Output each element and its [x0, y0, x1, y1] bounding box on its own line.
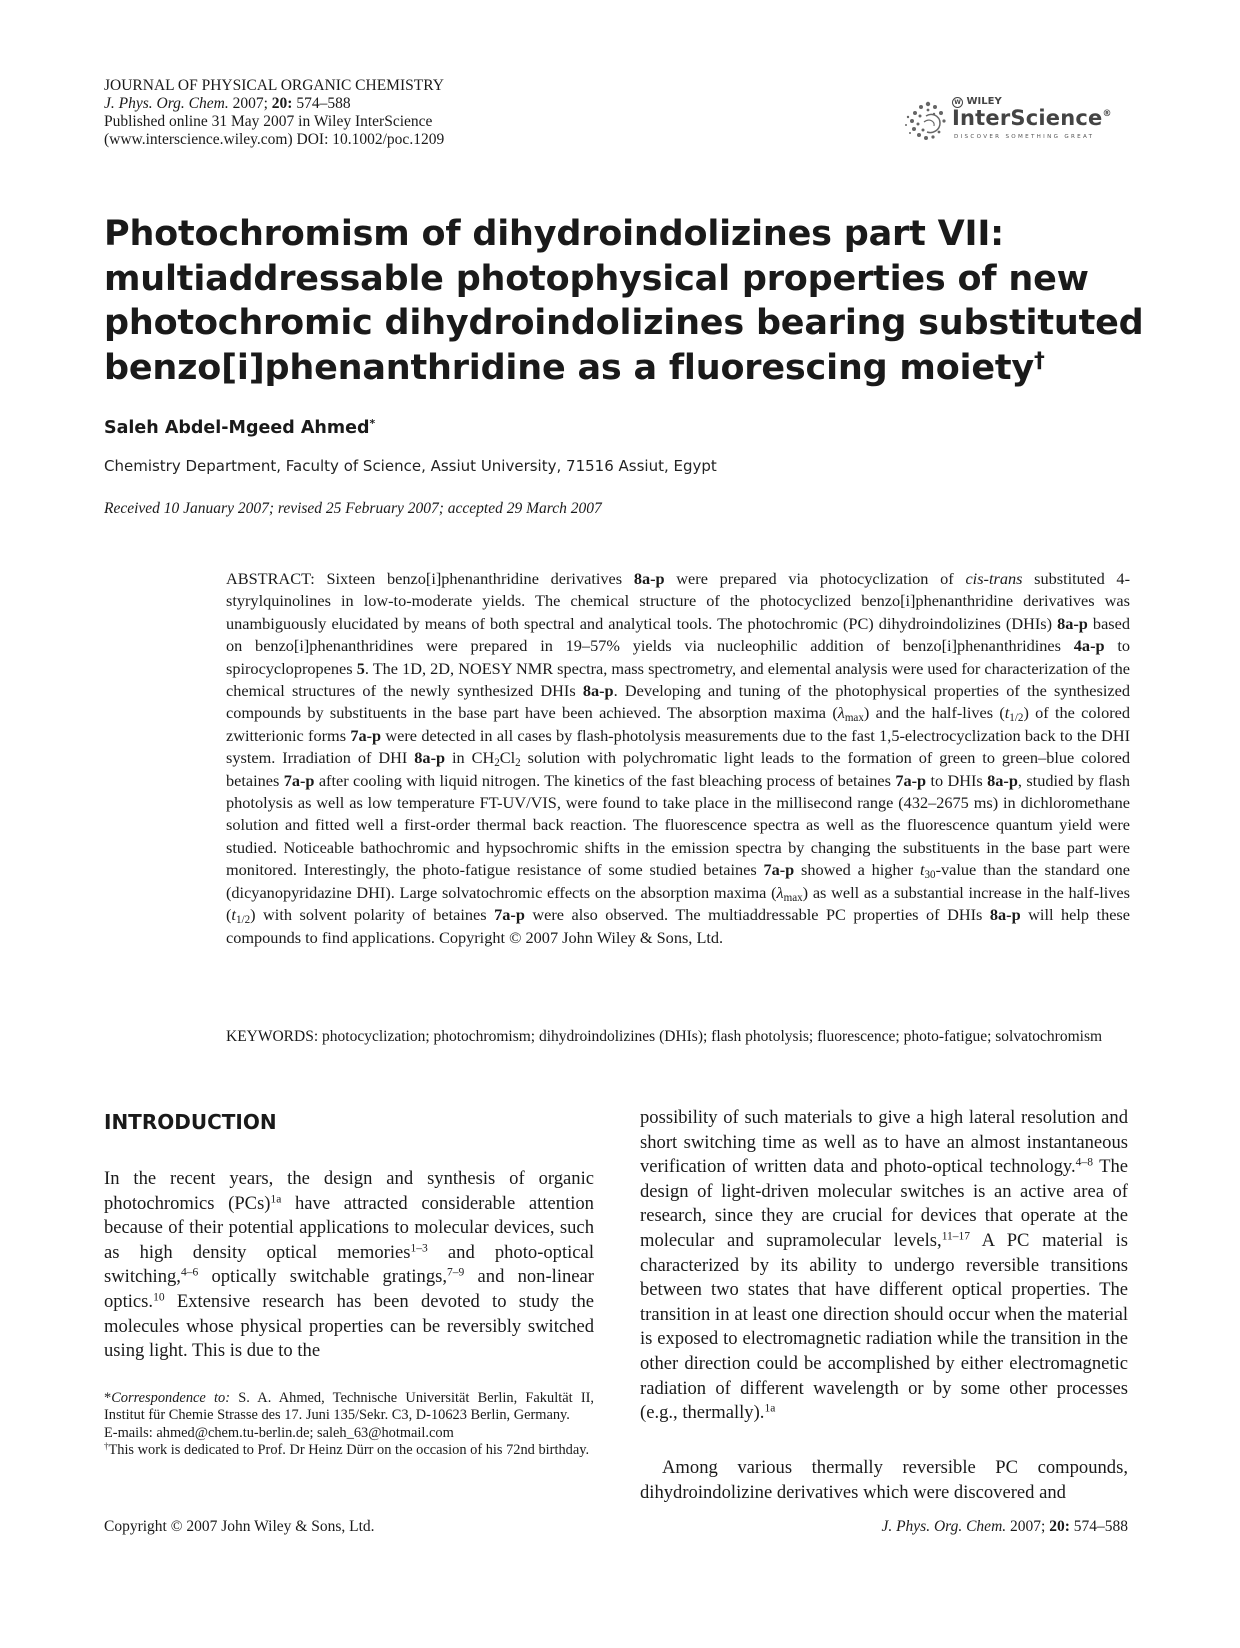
- text-run-sub: 2: [515, 757, 521, 770]
- wiley-interscience-logo: [902, 96, 1142, 146]
- text-run-sup: 1–3: [410, 1242, 428, 1255]
- text-run-b: 8a-p: [633, 569, 665, 588]
- text-run-sup: 10: [153, 1291, 165, 1304]
- text-run-sup: 4–6: [180, 1267, 199, 1280]
- text-run-b: 7a-p: [494, 905, 525, 925]
- text-run-b: 8a-p: [414, 748, 446, 768]
- correspondence-footnote: *Correspondence to: S. A. Ahmed, Technische Universität Berlin, Fakultät II, Institut für Chemie Strasse des 17. Juni 135/Sekr. C3, D-10623 Berlin, Germany.: [104, 1390, 594, 1424]
- keywords: KEYWORDS: photocyclization; photochromism; dihydroindolizines (DHIs); flash photolysis; fluorescence; photo-fatigue; solvatochromism: [226, 1028, 1103, 1045]
- published-online: Published online 31 May 2007 in Wiley InterScience: [104, 113, 433, 130]
- footer-copyright: Copyright © 2007 John Wiley & Sons, Ltd.: [104, 1518, 375, 1535]
- text-run-b: 4a-p: [1073, 636, 1105, 656]
- intro-paragraph-left: In the recent years, the design and synthesis of organic photochromics (PCs)$^{1a}$ have attracted considerable attention because of their potential applications to molecular devices, such as high density optical memories$^{1-3}$ and photo-optical switching,$^{4-6}$ optically switchable gratings,$^{7-9}$ and non-linear optics.$^{10}$ Extensive research has been devoted to study the molecules whose physical properties can be reversibly switched using light. This is due to the: [104, 1168, 594, 1362]
- text-run-sup: 1a: [764, 1402, 776, 1415]
- wiley-label: WILEY: [966, 96, 1002, 107]
- text-run-i: t: [231, 905, 236, 925]
- text-run-sup: 4–8: [1075, 1156, 1093, 1169]
- footnotes: [104, 1390, 594, 1460]
- text-run-b: 8a-p: [582, 681, 614, 701]
- intro-paragraph-right: possibility of such materials to give a high lateral resolution and short switching time as well as to have an almost instantaneous verification of written data and photo-optical technology.$^{4-8}$ The design of light-driven molecular switches is an active area of research, since they are crucial for devices that operate at the molecular and supramolecular levels,$^{11-17}$ A PC material is characterized by its ability to undergo reversible transitions between two states that have different optical properties. The transition in at least one direction should occur when the material is exposed to electromagnetic radiation while the transition in the other direction could be accomplished by either electromagnetic radiation of different wavelength or by some other processes (e.g., thermally).$^{1a}$: [640, 1107, 1129, 1424]
- text-run-i: J. Phys. Org. Chem.: [881, 1518, 1007, 1535]
- text-run-b: 7a-p: [350, 725, 382, 745]
- logo-tagline: DISCOVER SOMETHING GREAT: [954, 134, 1095, 140]
- text-run-sup: 1a: [270, 1193, 282, 1206]
- intro-paragraph-right-continued: Among various thermally reversible PC compounds, dihydroindolizine derivatives which were discovered and: [640, 1457, 1128, 1503]
- text-run-sub: 1/2: [235, 913, 251, 926]
- interscience-label: InterScience: [952, 106, 1103, 130]
- text-run-sub: 1/2: [1009, 712, 1024, 725]
- text-run-b: 7a-p: [895, 770, 927, 790]
- interscience-wordmark: [952, 106, 1112, 130]
- footer-citation: J. Phys. Org. Chem. 2007; 20: 574–588: [881, 1518, 1128, 1535]
- text-run-sub: 30: [924, 869, 936, 882]
- abstract: ABSTRACT: Sixteen benzo[i]phenanthridine derivatives 8a-p were prepared via photocyclization of cis-trans substituted 4-styrylquinolines in low-to-moderate yields. The chemical structure of the photocyclized benzo[i]phenanthridine derivatives was unambiguously elucidated by means of both spectral and analytical tools. The photochromic (PC) dihydroindolizines (DHIs) 8a-p based on benzo[i]phenanthridines were prepared in 19–57% yields via nucleophilic addition of benzo[i]phenanthridines 4a-p to spirocyclopropenes 5. The 1D, 2D, NOESY NMR spectra, mass spectrometry, and elemental analysis were used for characterization of the chemical structures of the newly synthesized DHIs 8a-p. Developing and tuning of the photophysical properties of the synthesized compounds by substituents in the base part have been achieved. The absorption maxima $(\lambda_{max})$ and the half-lives $(t_{1/2})$ of the colored zwitterionic forms 7a-p were detected in all cases by flash-photolysis measurements due to the fast 1,5-electrocyclization back to the DHI system. Irradiation of DHI 8a-p in $CH_2Cl_2$ solution with polychromatic light leads to the formation of green to green–blue colored betaines 7a-p after cooling with liquid nitrogen. The kinetics of the fast bleaching process of betaines 7a-p to DHIs 8a-p, studied by flash photolysis as well as low temperature FT-UV/VIS, were found to take place in the millisecond range (432–2675 ms) in dichloromethane solution and fitted well a first-order thermal back reaction. The fluorescence spectra as well as the fluorescence quantum yield were studied. Noticeable bathochromic and hypsochromic shifts in the emission spectra by changing the substituents in the base part were monitored. Interestingly, the photo-fatigue resistance of some studied betaines 7a-p showed a higher $t_{30}$-value than the standard one (dicyanopyridazine DHI). Large solvatochromic effects on the absorption maxima $(\lambda_{max})$ as well as a substantial increase in the half-lives $(t_{1/2})$ with solvent polarity of betaines 7a-p were also observed. The multiaddressable PC properties of DHIs 8a-p will help these compounds to find applications. Copyright © 2007 John Wiley & Sons, Ltd.: [226, 569, 1131, 947]
- email-footnote: E-mails: ahmed@chem.tu-berlin.de; saleh_63@hotmail.com: [104, 1424, 454, 1441]
- text-run-b: 8a-p: [1057, 613, 1088, 633]
- text-run-sup: †: [104, 1441, 109, 1452]
- doi-line: (www.interscience.wiley.com) DOI: 10.1002/poc.1209: [104, 131, 445, 148]
- correspondence-mark: *: [369, 417, 376, 431]
- text-run-sup: 11–17: [941, 1230, 971, 1243]
- author-name: Saleh Abdel-Mgeed Ahmed: [104, 418, 370, 438]
- text-run-sup: †: [1034, 347, 1045, 373]
- article-title: Photochromism of dihydroindolizines part VII: multiaddressable photophysical properties of new photochromic dihydroindolizines bearing substituted benzo[i]phenanthridine as a fluorescing moiety†: [104, 214, 1144, 388]
- section-heading-introduction: INTRODUCTION: [104, 1110, 277, 1134]
- text-run-i: t: [1004, 703, 1010, 723]
- journal-name: JOURNAL OF PHYSICAL ORGANIC CHEMISTRY: [104, 77, 444, 94]
- registered-mark: ®: [1102, 109, 1112, 119]
- text-run-i: λ: [776, 882, 784, 902]
- text-run-sub: max: [844, 712, 864, 725]
- journal-citation: J. Phys. Org. Chem. 2007; 20: 574–588: [104, 95, 351, 112]
- text-run-sub: max: [783, 891, 803, 904]
- text-run-i: J. Phys. Org. Chem.: [104, 95, 229, 112]
- dedication-footnote: †This work is dedicated to Prof. Dr Heinz Dürr on the occasion of his 72nd birthday.: [104, 1441, 590, 1459]
- author-line: [104, 418, 375, 438]
- text-run-sup: 7–9: [447, 1267, 465, 1280]
- wiley-circle-icon: W: [952, 97, 963, 108]
- text-run-b: 20:: [271, 95, 293, 112]
- journal-header: [104, 77, 444, 149]
- text-run-sub: 2: [494, 757, 500, 770]
- text-run-i: Correspondence to:: [111, 1390, 231, 1406]
- text-run-i: λ: [837, 703, 845, 723]
- text-run-b: 8a-p: [987, 770, 1018, 790]
- text-run-b: 7a-p: [763, 860, 795, 880]
- received-dates: Received 10 January 2007; revised 25 February 2007; accepted 29 March 2007: [104, 500, 602, 517]
- text-run-i: cis-trans: [965, 569, 1023, 588]
- text-run-b: 20:: [1049, 1518, 1070, 1535]
- text-run-b: 7a-p: [283, 770, 315, 790]
- author-affiliation: Chemistry Department, Faculty of Science, Assiut University, 71516 Assiut, Egypt: [104, 457, 717, 475]
- text-run-b: 5: [356, 658, 365, 678]
- text-run-b: 8a-p: [989, 905, 1021, 925]
- text-run-i: t: [919, 860, 925, 880]
